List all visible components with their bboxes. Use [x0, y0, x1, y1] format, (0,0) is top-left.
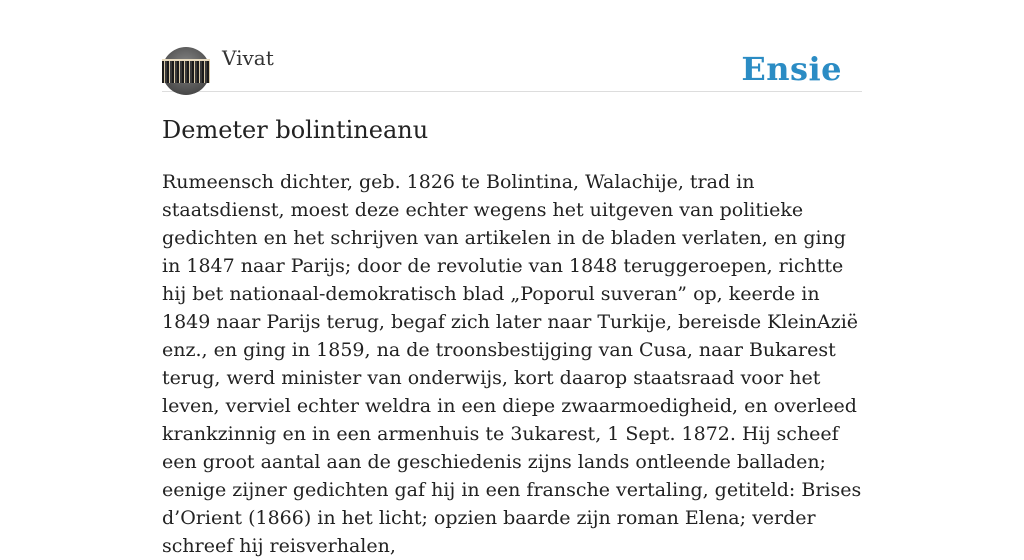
- article-body: Rumeensch dichter, geb. 1826 te Bolintina, Walachije, trad in staatsdienst, moest deze echter wegens het uitgeven van politieke gedichten en het schrijven van artikelen in de bladen verlaten, en ging in 1847 naar Parijs; door de revolutie van 1848 teruggeroepen, richtte hij bet nationaal-demokratisch blad „Poporul suveran” op, keerde in 1849 naar Parijs terug, begaf zich later naar Turkije, bereisde KleinAzië enz., en ging in 1859, na de troonsbestijging van Cusa, naar Bukarest terug, werd minister van onderwijs, kort daarop staatsraad voor het leven, verviel echter weldra in een diepe zwaarmoedigheid, en overleed krankzinnig en in een armenhuis te 3ukarest, 1 Sept. 1872. Hij scheef een groot aantal aan de geschiedenis zijns lands ontleende balladen; eenige zijner gedichten gaf hij in een fransche vertaling, getiteld: Brises d’Orient (1866) in het licht; opzien baarde zijn roman Elena; verder schreef hij reisverhalen,: [162, 171, 862, 557]
- brand-logo[interactable]: Ensie: [741, 50, 842, 88]
- page-container: [162, 0, 862, 557]
- author-avatar[interactable]: [162, 47, 210, 95]
- books-decoration: [162, 61, 210, 83]
- author-name[interactable]: Vivat: [222, 46, 274, 70]
- article-title: Demeter bolintineanu: [162, 116, 429, 144]
- header: [162, 0, 862, 92]
